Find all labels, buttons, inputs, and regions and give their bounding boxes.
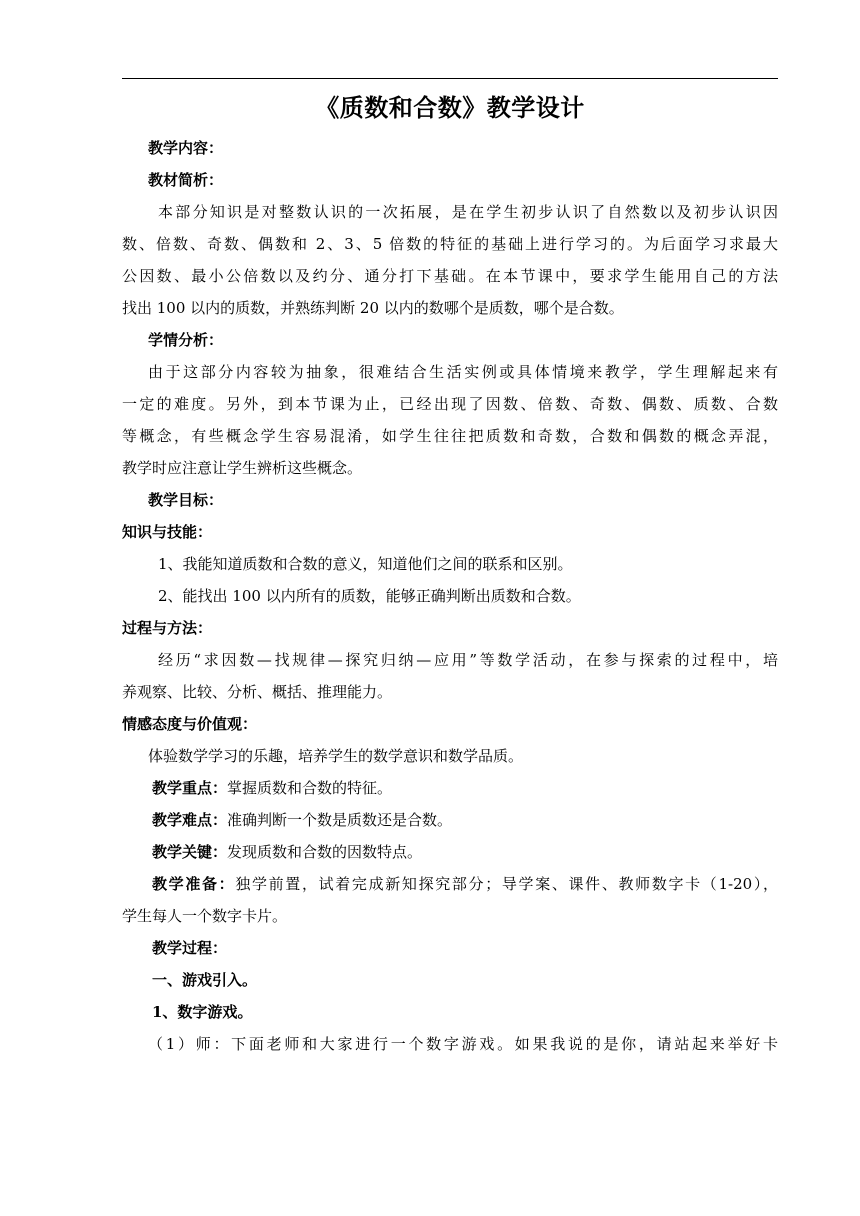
document-body <box>122 132 778 1060</box>
value: 发现质数和合数的因数特点。 <box>227 843 423 861</box>
heading-teaching-procedure: 教学过程： <box>152 939 228 957</box>
paragraph-line: 由于这部分内容较为抽象，很难结合生活实例或具体情境来教学，学生理解起来有 <box>148 363 778 381</box>
paragraph-line: 学生每人一个数字卡片。 <box>122 907 288 925</box>
paragraph-line: 找出 100 以内的质数，并熟练判断 20 以内的数哪个是质数，哪个是合数。 <box>122 299 624 317</box>
heading-teaching-content: 教学内容： <box>148 139 224 157</box>
heading-material-analysis: 教材简析： <box>148 171 224 189</box>
value: 独学前置，试着完成新知探究部分；导学案、课件、教师数字卡（1-20）， <box>235 875 778 893</box>
heading-step-1-1: 1、数字游戏。 <box>152 1003 253 1021</box>
label: 教学关键： <box>152 843 228 861</box>
teaching-preparation <box>122 868 778 900</box>
heading-emotion-values: 情感态度与价值观： <box>122 715 258 733</box>
paragraph-line: 本部分知识是对整数认识的一次拓展，是在学生初步认识了自然数以及初步认识因 <box>158 203 778 221</box>
paragraph-line: 等概念，有些概念学生容易混淆，如学生往往把质数和奇数，合数和偶数的概念弄混， <box>122 427 778 445</box>
paragraph-line: 养观察、比较、分析、概括、推理能力。 <box>122 683 393 701</box>
list-item: 2、能找出 100 以内所有的质数，能够正确判断出质数和合数。 <box>158 587 581 605</box>
document-title: 《质数和合数》教学设计 <box>315 93 585 122</box>
teaching-key-point <box>122 772 778 804</box>
label: 教学准备： <box>152 875 236 893</box>
label: 教学难点： <box>152 811 228 829</box>
heading-knowledge-skills: 知识与技能： <box>122 523 213 541</box>
paragraph-line: 一定的难度。另外，到本节课为止，已经出现了因数、倍数、奇数、偶数、质数、合数 <box>122 395 778 413</box>
teaching-difficulty <box>122 804 778 836</box>
value: 准确判断一个数是质数还是合数。 <box>227 811 453 829</box>
paragraph-line: 公因数、最小公倍数以及约分、通分打下基础。在本节课中，要求学生能用自己的方法 <box>122 267 778 285</box>
heading-process-methods: 过程与方法： <box>122 619 213 637</box>
label: 教学重点： <box>152 779 228 797</box>
teaching-crux <box>122 836 778 868</box>
paragraph-line: 数、倍数、奇数、偶数和 2、3、5 倍数的特征的基础上进行学习的。为后面学习求最大 <box>122 235 778 253</box>
list-item: 1、我能知道质数和合数的意义，知道他们之间的联系和区别。 <box>158 555 573 573</box>
heading-step-1: 一、游戏引入。 <box>152 971 258 989</box>
heading-teaching-goals: 教学目标： <box>148 491 224 509</box>
value: 掌握质数和合数的特征。 <box>227 779 393 797</box>
heading-student-analysis: 学情分析： <box>148 331 224 349</box>
paragraph-line: （1）师：下面老师和大家进行一个数字游戏。如果我说的是你，请站起来举好卡 <box>148 1035 778 1053</box>
paragraph-line: 教学时应注意让学生辨析这些概念。 <box>122 459 363 477</box>
paragraph-line: 体验数学学习的乐趣，培养学生的数学意识和数学品质。 <box>148 747 524 765</box>
header-rule <box>122 78 778 79</box>
paragraph-line: 经历“求因数—找规律—探究归纳—应用”等数学活动，在参与探索的过程中，培 <box>158 651 778 669</box>
